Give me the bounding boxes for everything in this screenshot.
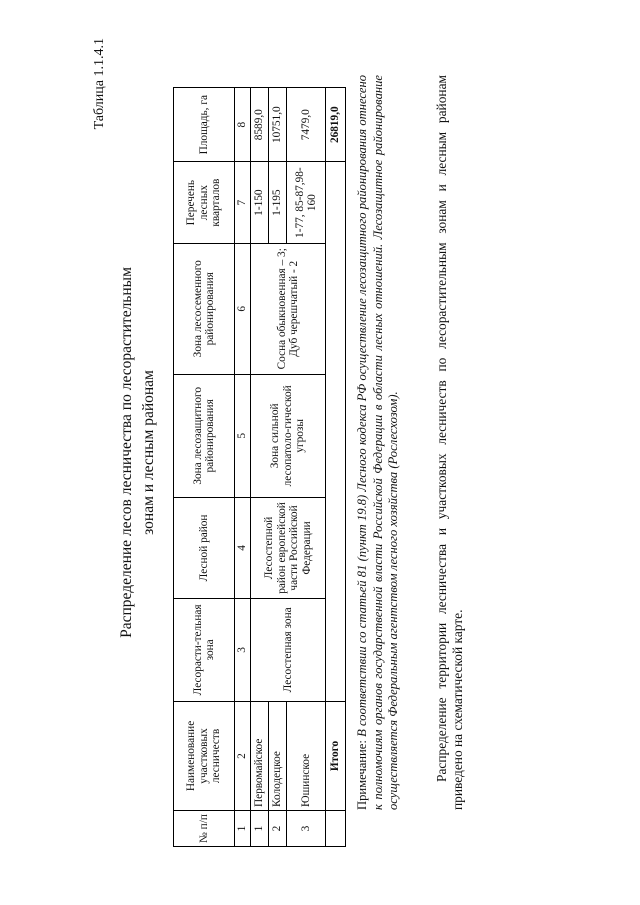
row-area: 8589,0 — [251, 88, 269, 162]
row-area: 7479,0 — [287, 88, 326, 162]
header-seed-zone: Зона лесосеменного районирования — [174, 243, 235, 374]
column-number: 4 — [235, 498, 251, 599]
merged-district: Лесостепной район европейской части Российской Федерации — [251, 498, 326, 599]
forest-distribution-table — [173, 87, 346, 847]
column-number: 1 — [235, 811, 251, 847]
table-header-row — [174, 88, 235, 847]
column-number: 7 — [235, 162, 251, 244]
merged-protection-zone: Зона сильной лесопатоло-гической угрозы — [251, 374, 326, 498]
merged-zone: Лесостепная зона — [251, 598, 326, 701]
column-number: 3 — [235, 598, 251, 701]
table-note — [355, 75, 402, 810]
table-row — [251, 88, 269, 847]
header-protection-zone: Зона лесозащитного районирования — [174, 374, 235, 498]
column-number: 6 — [235, 243, 251, 374]
row-num: 1 — [251, 811, 269, 847]
title-line-1: Распределение лесов лесничества по лесорастительным — [118, 267, 135, 638]
row-num: 2 — [269, 811, 287, 847]
total-value: 26819,0 — [326, 88, 346, 162]
page-title — [116, 0, 160, 905]
note-lead: Примечание: — [355, 740, 369, 810]
header-num: № п/п — [174, 811, 235, 847]
total-row — [326, 88, 346, 847]
column-number: 8 — [235, 88, 251, 162]
column-number: 5 — [235, 374, 251, 498]
row-quarters: 1-150 — [251, 162, 269, 244]
total-empty — [326, 162, 346, 702]
row-quarters: 1-195 — [269, 162, 287, 244]
title-line-2: зонам и лесным районам — [140, 370, 157, 535]
header-zone: Лесорасти-тельная зона — [174, 598, 235, 701]
row-num: 3 — [287, 811, 326, 847]
header-quarters: Перечень лесных кварталов — [174, 162, 235, 244]
total-spacer — [326, 811, 346, 847]
total-label: Итого — [326, 701, 346, 810]
row-area: 10751,0 — [269, 88, 287, 162]
note-text: В соответствии со статьей 81 (пункт 19.8) Лесного кодекса РФ осуществление лесозащитного районирования отнесено к полномочиям органов государственной власти Российской Федерации в области лесных отношений. Лесозащитное районирование осуществляется Федеральным агентством лесного хозяйства (Рослесхозом). — [355, 75, 400, 810]
header-name: Наименование участковых лесничеств — [174, 701, 235, 810]
row-quarters: 1-77, 85-87,98-160 — [287, 162, 326, 244]
header-area: Площадь, га — [174, 88, 235, 162]
merged-seed-zone: Сосна обыкновенная – 3; Дуб черешчатый - 2 — [251, 243, 326, 374]
column-number: 2 — [235, 701, 251, 810]
row-name: Колодецкое — [269, 701, 287, 810]
row-name: Юшинское — [287, 701, 326, 810]
row-name: Первомайское — [251, 701, 269, 810]
table-caption: Таблица 1.1.4.1 — [92, 38, 107, 130]
column-number-row — [235, 88, 251, 847]
body-paragraph: Распределение территории лесничества и участковых лесничеств по лесорастительным зонам и лесным районам приведено на схематической карте. — [434, 75, 465, 810]
header-district: Лесной район — [174, 498, 235, 599]
